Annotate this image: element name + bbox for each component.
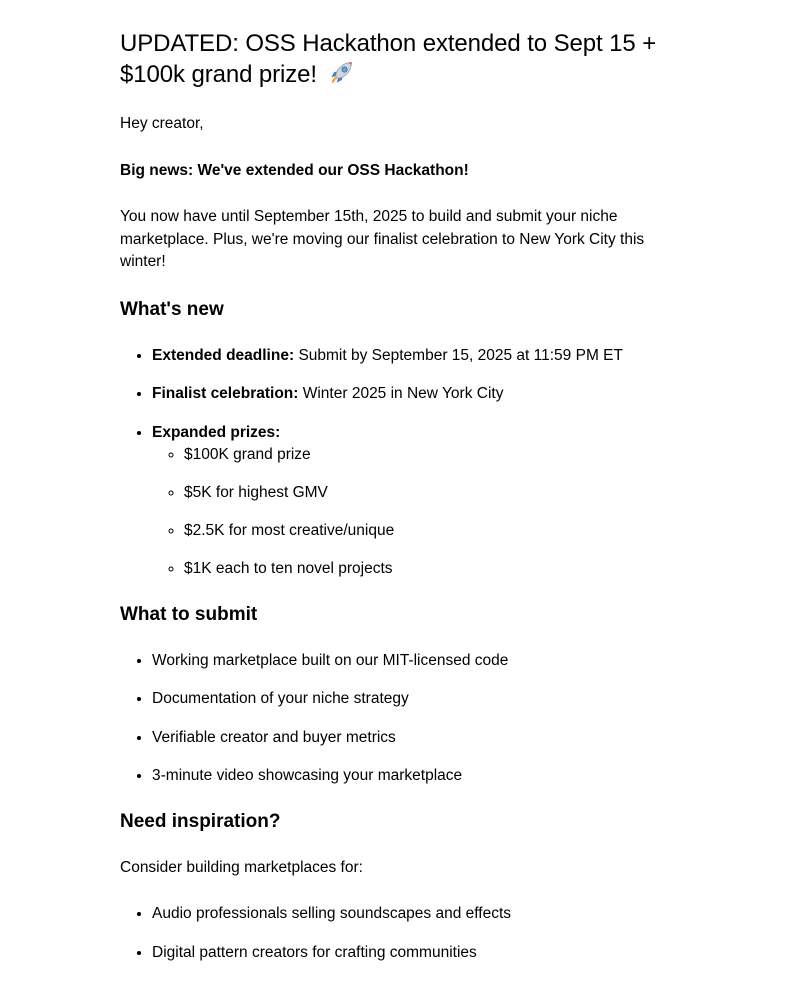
list-item-finalist-celebration — [152, 383, 680, 406]
prize-item: ◦ $5K for highest GMV — [184, 482, 680, 505]
item-label: Extended deadline: — [152, 346, 295, 364]
inspiration-list — [120, 903, 680, 964]
greeting: Hey creator, — [120, 115, 204, 132]
item-text: Winter 2025 in New York City — [302, 385, 504, 402]
inspiration-intro: Consider building marketplaces for: — [120, 858, 363, 876]
list-item: • Audio professionals selling soundscapes and effects — [152, 903, 680, 926]
item-text: Submit by September 15, 2025 at 11:59 PM ET — [298, 346, 623, 364]
list-item: • Digital pattern creators for crafting communities — [152, 942, 680, 965]
prize-item: ◦ $2.5K for most creative/unique — [184, 520, 680, 543]
list-item-extended-deadline — [152, 345, 680, 368]
email-title-text: UPDATED: OSS Hackathon extended to Sept 15 + $100k grand prize! — [120, 30, 657, 88]
rocket-icon — [326, 59, 356, 87]
headline: Big news: We've extended our OSS Hackathon! — [120, 161, 469, 179]
inspiration-heading: Need inspiration? — [120, 810, 281, 832]
email-body — [120, 0, 680, 964]
prizes-list — [152, 444, 680, 581]
item-label: Expanded prizes: — [152, 423, 281, 441]
list-item: • Documentation of your niche strategy — [152, 688, 680, 711]
email-title — [120, 28, 680, 90]
list-item: • 3-minute video showcasing your marketplace — [152, 765, 680, 788]
what-to-submit-heading: What to submit — [120, 603, 258, 625]
list-item: • Working marketplace built on our MIT-licensed code — [152, 650, 680, 673]
whats-new-list — [120, 345, 680, 581]
list-item-expanded-prizes — [152, 422, 680, 581]
prize-item: ◦ $100K grand prize — [184, 444, 680, 467]
what-to-submit-list — [120, 650, 680, 788]
list-item: • Verifiable creator and buyer metrics — [152, 727, 680, 750]
whats-new-heading: What's new — [120, 298, 224, 320]
item-label: Finalist celebration: — [152, 385, 299, 402]
intro-paragraph: You now have until September 15th, 2025 to build and submit your niche marketplace. Plus, we're moving our finalist celebration to New York City this winter! — [120, 208, 645, 270]
prize-item: ◦ $1K each to ten novel projects — [184, 558, 680, 581]
